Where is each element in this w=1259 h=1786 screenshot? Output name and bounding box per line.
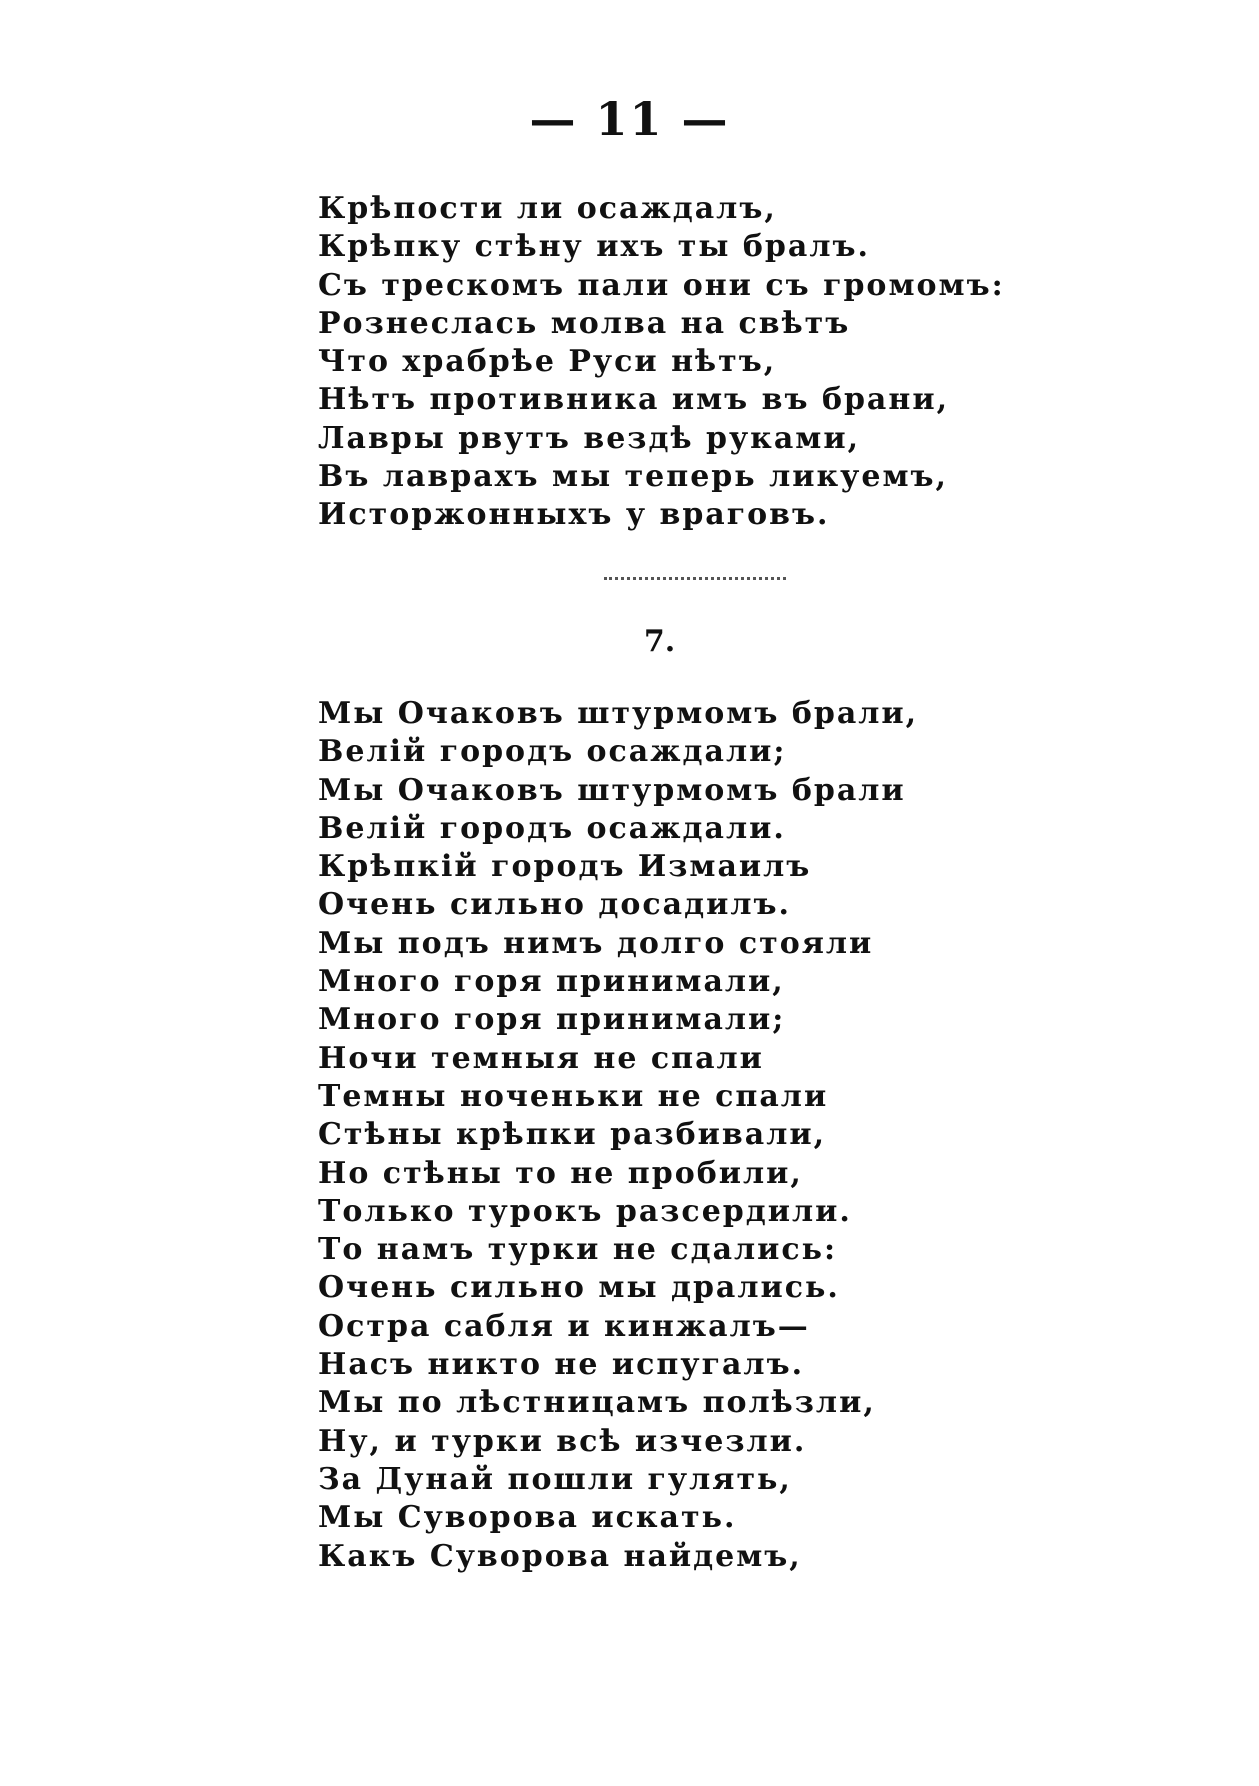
poem-line: Нѣтъ противника имъ въ брани,: [318, 382, 950, 418]
poem-line: Рознеслась молва на свѣтъ: [318, 305, 851, 341]
poem-line: Мы Очаковъ штурмомъ брали,: [318, 696, 919, 731]
poem-line: Велій городъ осаждали.: [318, 810, 786, 846]
poem-line: Какъ Суворова найдемъ,: [318, 1538, 802, 1574]
poem-line: Лавры рвутъ вездѣ руками,: [318, 420, 861, 456]
poem-line: Крѣпости ли осаждалъ,: [318, 191, 777, 226]
stanza-one: [318, 190, 1005, 535]
poem-line: Только турокъ разсердили.: [318, 1193, 852, 1229]
poem-line: Въ лаврахъ мы теперь ликуемъ,: [318, 459, 948, 495]
poem-line: Много горя принимали;: [318, 1002, 786, 1038]
poem-line: Остра сабля и кинжалъ—: [318, 1308, 810, 1344]
poem-line: Мы подъ нимъ долго стояли: [318, 925, 874, 961]
section-number: 7.: [643, 624, 676, 659]
poem-line: Мы Очаковъ штурмомъ брали: [318, 772, 906, 808]
poem-line: Стѣны крѣпки разбивали,: [318, 1117, 827, 1153]
poem-line: Исторжонныхъ у враговъ.: [318, 497, 830, 533]
poem-line: То намъ турки не сдались:: [318, 1232, 838, 1268]
poem-line: Крѣпку стѣну ихъ ты бралъ.: [318, 229, 870, 265]
poem-line: Много горя принимали,: [318, 964, 785, 1000]
poem-line: Крѣпкій городъ Измаилъ: [318, 849, 812, 885]
poem-line: За Дунай пошли гулять,: [318, 1461, 792, 1497]
poem-line: Что храбрѣе Руси нѣтъ,: [318, 344, 777, 380]
page-number: — 11 —: [529, 92, 730, 146]
poem-line: Съ трескомъ пали они съ громомъ:: [318, 267, 1005, 303]
poem-line: Мы по лѣстницамъ полѣзли,: [318, 1385, 876, 1421]
section-divider: [604, 577, 786, 584]
poem-line: Темны ноченьки не спали: [318, 1078, 829, 1114]
stanza-two: [318, 695, 918, 1576]
poem-line: Очень сильно досадилъ.: [318, 887, 791, 923]
poem-line: Очень сильно мы дрались.: [318, 1270, 840, 1306]
poem-line: Велій городъ осаждали;: [318, 734, 787, 770]
poem-line: Мы Суворова искать.: [318, 1500, 737, 1536]
poem-line: Ну, и турки всѣ изчезли.: [318, 1423, 807, 1459]
poem-line: Но стѣны то не пробили,: [318, 1155, 803, 1191]
poem-line: Ночи темныя не спали: [318, 1040, 764, 1076]
poem-line: Насъ никто не испугалъ.: [318, 1347, 805, 1383]
